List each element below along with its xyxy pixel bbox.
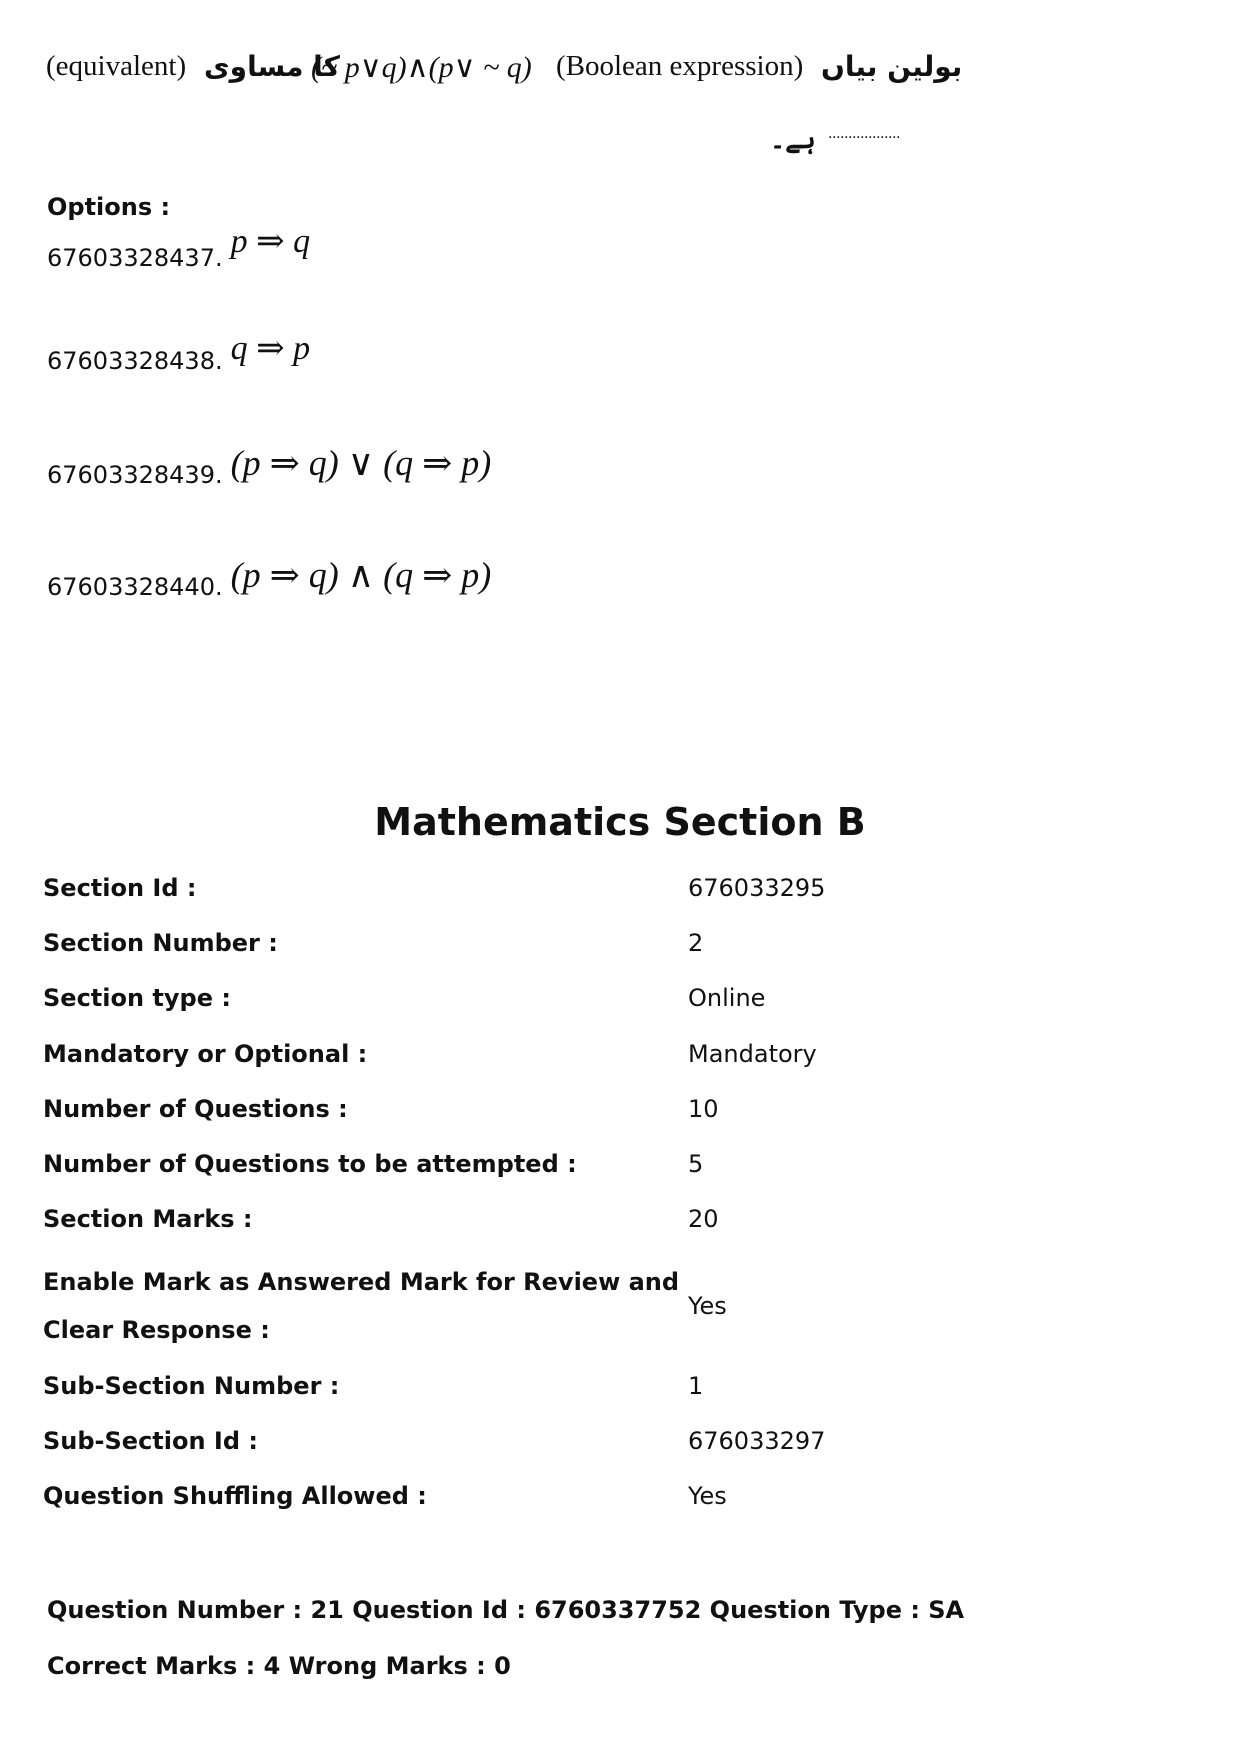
option-1-expression: p ⇒ q [230,223,311,260]
question-boolean-expression-word: (Boolean expression) [556,50,804,82]
enable-mark-value: Yes [688,1292,727,1320]
question-text [46,50,963,98]
option-3[interactable] [47,443,492,492]
options-label: Options : [47,193,171,221]
option-4[interactable] [47,555,492,604]
section-type-value: Online [688,984,766,1012]
enable-mark-label-line1: Enable Mark as Answered Mark for Review and [43,1268,680,1296]
sub-section-number-value: 1 [688,1372,704,1400]
section-number-label: Section Number : [43,929,278,957]
mandatory-optional-value: Mandatory [688,1040,817,1068]
sub-section-id-label: Sub-Section Id : [43,1427,258,1455]
question-marks-line: Correct Marks : 4 Wrong Marks : 0 [47,1652,511,1680]
option-1-id: 67603328437. [47,244,223,272]
mandatory-optional-label: Mandatory or Optional : [43,1040,368,1068]
number-of-questions-label: Number of Questions : [43,1095,348,1123]
question-equivalent-word: (equivalent) [46,50,187,82]
question-meta-line: Question Number : 21 Question Id : 6760337752 Question Type : SA [47,1596,965,1624]
option-3-expression: (p ⇒ q) ∨ (q ⇒ p) [230,443,492,483]
section-id-value: 676033295 [688,874,826,902]
question-urdu-hai: ہے۔ [770,125,816,155]
section-type-label: Section type : [43,984,231,1012]
option-2-id: 67603328438. [47,347,223,375]
question-expression: (~ p∨q)∧(p∨ ~ q) [311,51,532,84]
sub-section-number-label: Sub-Section Number : [43,1372,340,1400]
section-marks-value: 20 [688,1205,719,1233]
section-marks-label: Section Marks : [43,1205,253,1233]
questions-to-attempt-value: 5 [688,1150,704,1178]
question-urdu-boolean: بولین بیاں [821,50,963,83]
option-2[interactable] [47,330,311,378]
option-4-id: 67603328440. [47,573,223,601]
enable-mark-label-line2: Clear Response : [43,1316,270,1344]
option-4-expression: (p ⇒ q) ∧ (q ⇒ p) [230,555,492,595]
option-1[interactable] [47,223,311,275]
questions-to-attempt-label: Number of Questions to be attempted : [43,1150,577,1178]
number-of-questions-value: 10 [688,1095,719,1123]
sub-section-id-value: 676033297 [688,1427,826,1455]
option-3-id: 67603328439. [47,461,223,489]
option-2-expression: q ⇒ p [230,330,311,367]
question-continuation [770,125,900,155]
section-number-value: 2 [688,929,704,957]
section-title: Mathematics Section B [374,800,866,844]
question-shuffling-label: Question Shuffling Allowed : [43,1482,427,1510]
section-id-label: Section Id : [43,874,197,902]
question-shuffling-value: Yes [688,1482,727,1510]
question-urdu-equivalent: کا مساوی [204,50,340,83]
question-blank-dots: .................. [828,125,901,142]
